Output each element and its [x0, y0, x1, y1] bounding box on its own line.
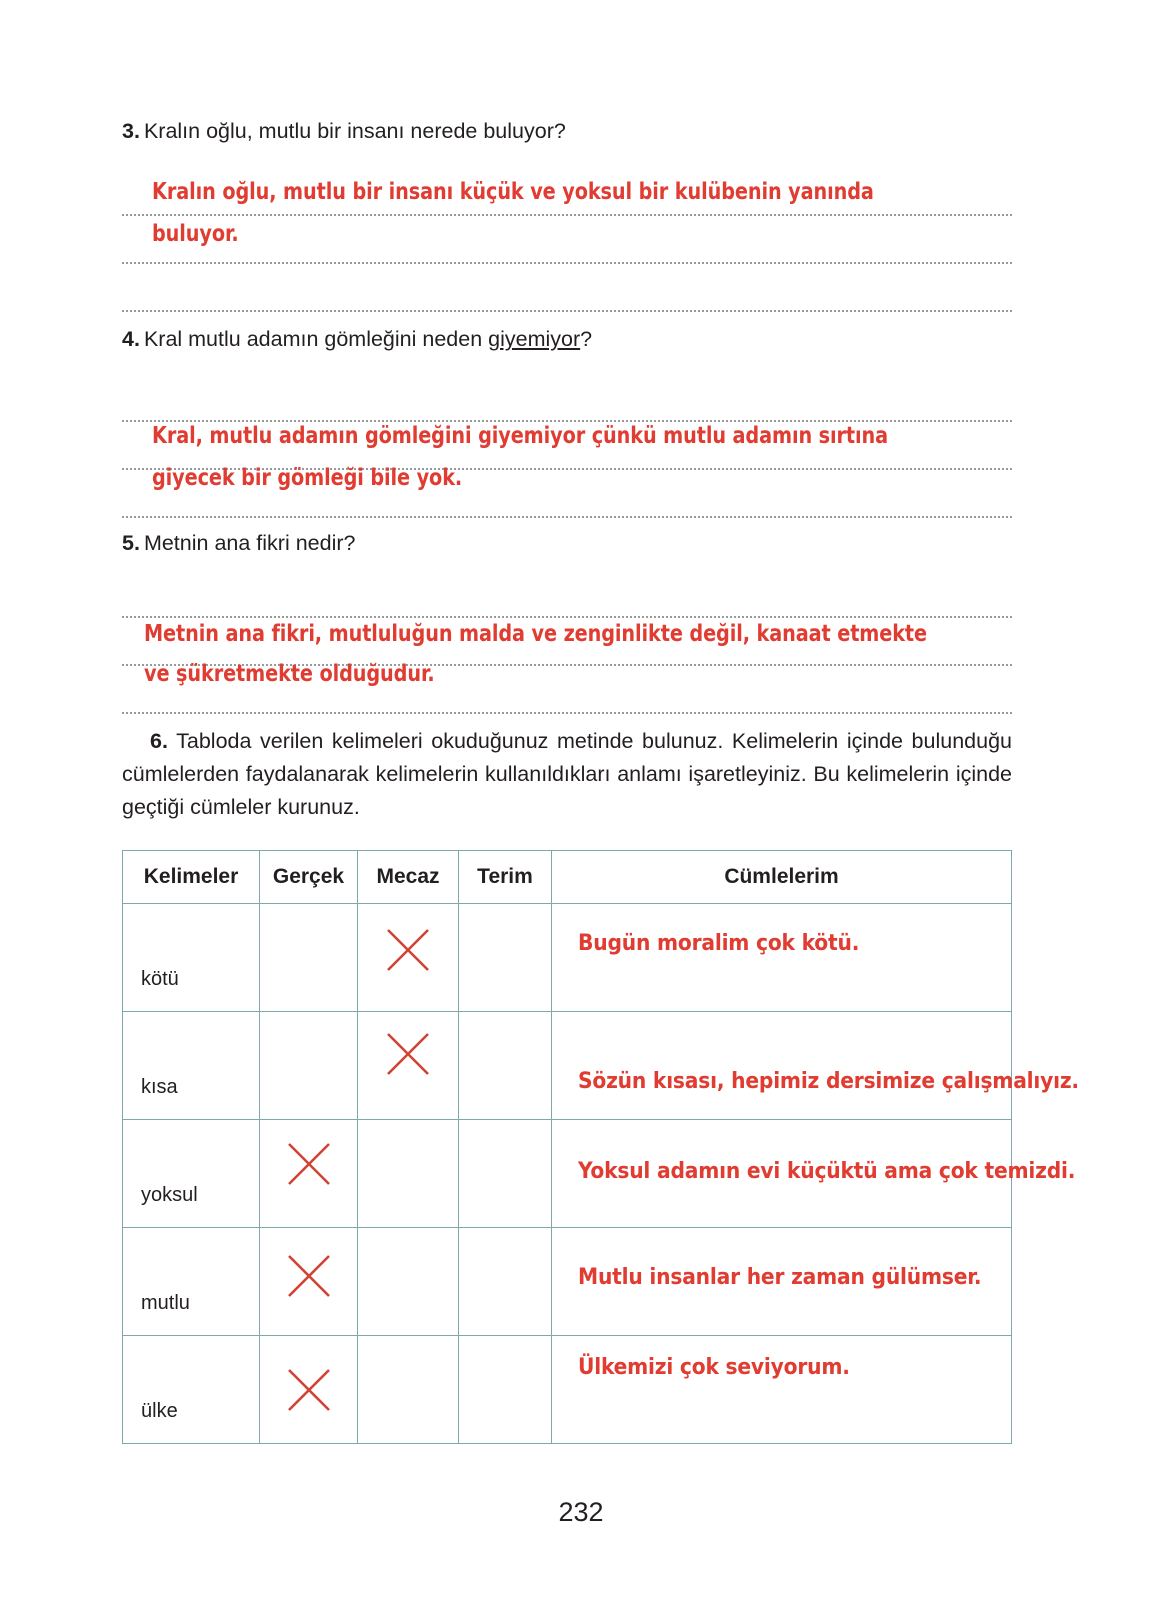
question-5-answer-line-2: ve şükretmekte olduğudur. — [144, 661, 435, 687]
word-label: mutlu — [141, 1292, 190, 1314]
table-row — [123, 1120, 1012, 1228]
cell-mecaz[interactable] — [358, 1336, 459, 1444]
cell-terim[interactable] — [459, 1120, 552, 1228]
dotted-rule — [122, 712, 1012, 714]
cell-gercek[interactable] — [260, 1120, 358, 1228]
question-5 — [122, 530, 1012, 734]
cell-word — [123, 1012, 260, 1120]
cell-mecaz[interactable] — [358, 1120, 459, 1228]
x-mark-icon — [285, 1252, 333, 1300]
cell-gercek[interactable] — [260, 1012, 358, 1120]
question-3-number: 3. — [122, 119, 140, 143]
cell-terim[interactable] — [459, 1228, 552, 1336]
x-mark-icon — [285, 1366, 333, 1414]
table-row — [123, 1228, 1012, 1336]
sentence-text: Ülkemizi çok seviyorum. — [578, 1354, 850, 1380]
dotted-rule — [122, 262, 1012, 264]
question-4-text-before: Kral mutlu adamın gömleğini neden — [143, 327, 489, 351]
question-4 — [122, 326, 1012, 530]
cell-sentence[interactable] — [552, 1336, 1012, 1444]
question-5-answer-line-1: Metnin ana fikri, mutluluğun malda ve zenginlikte değil, kanaat etmekte — [144, 621, 928, 647]
column-header-cumlelerim: Cümlelerim — [552, 851, 1012, 904]
sentence-text: Yoksul adamın evi küçüktü ama çok temizdi. — [578, 1158, 1076, 1184]
word-label: kötü — [141, 968, 179, 990]
cell-mecaz[interactable] — [358, 1012, 459, 1120]
table-row — [123, 1012, 1012, 1120]
dotted-rule — [122, 310, 1012, 312]
question-6-instruction — [122, 725, 1012, 824]
question-5-prompt — [122, 530, 1012, 556]
cell-mecaz[interactable] — [358, 904, 459, 1012]
cell-terim[interactable] — [459, 1336, 552, 1444]
cell-word — [123, 904, 260, 1012]
question-6-text: Tabloda verilen kelimeleri okuduğunuz metinde bulunuz. Kelimelerin içinde bulunduğu cümlelerden faydalanarak kelimelerin kullanıldıkları anlamı işaretleyiniz. Bu kelimelerin içinde geçtiği cümleler kurunuz. — [122, 729, 1012, 819]
cell-gercek[interactable] — [260, 1336, 358, 1444]
x-mark-icon — [285, 1140, 333, 1188]
table-row — [123, 1336, 1012, 1444]
column-header-gercek: Gerçek — [260, 851, 358, 904]
question-5-number: 5. — [122, 531, 140, 555]
page-number: 232 — [558, 1497, 604, 1527]
cell-sentence[interactable] — [552, 1228, 1012, 1336]
kelimeler-table — [122, 850, 1079, 1444]
sentence-text: Bugün moralim çok kötü. — [578, 930, 860, 956]
question-4-answer-line-1: Kral, mutlu adamın gömleğini giyemiyor çünkü mutlu adamın sırtına — [152, 423, 889, 449]
word-label: yoksul — [141, 1184, 198, 1206]
question-5-answer-area[interactable] — [122, 574, 1012, 734]
cell-word — [123, 1120, 260, 1228]
question-5-text: Metnin ana fikri nedir? — [143, 531, 356, 555]
question-4-number: 4. — [122, 327, 140, 351]
x-mark-icon — [384, 926, 432, 974]
table-header-row — [123, 851, 1012, 904]
word-label: kısa — [141, 1076, 178, 1098]
cell-terim[interactable] — [459, 904, 552, 1012]
cell-gercek[interactable] — [260, 1228, 358, 1336]
question-4-answer-area[interactable] — [122, 370, 1012, 530]
question-3-answer-area[interactable] — [122, 154, 1012, 324]
x-mark-icon — [384, 1030, 432, 1078]
column-header-mecaz: Mecaz — [358, 851, 459, 904]
cell-word — [123, 1336, 260, 1444]
question-4-text-after: ? — [580, 327, 593, 351]
word-label: ülke — [141, 1400, 178, 1422]
question-3-answer-line-1: Kralın oğlu, mutlu bir insanı küçük ve yoksul bir kulübenin yanında — [152, 179, 874, 205]
question-4-answer-line-2: giyecek bir gömleği bile yok. — [152, 465, 463, 491]
column-header-kelimeler: Kelimeler — [123, 851, 260, 904]
question-6-number: 6. — [150, 729, 168, 753]
question-3-text: Kralın oğlu, mutlu bir insanı nerede buluyor? — [143, 119, 566, 143]
cell-terim[interactable] — [459, 1012, 552, 1120]
question-3-answer-line-2: buluyor. — [152, 221, 239, 247]
cell-sentence[interactable] — [552, 904, 1012, 1012]
cell-mecaz[interactable] — [358, 1228, 459, 1336]
cell-sentence[interactable] — [552, 1120, 1076, 1228]
column-header-terim: Terim — [459, 851, 552, 904]
sentence-text: Mutlu insanlar her zaman gülümser. — [578, 1264, 982, 1290]
cell-sentence[interactable] — [552, 1012, 1079, 1120]
dotted-rule — [122, 516, 1012, 518]
question-4-keyword: giyemiyor — [488, 327, 581, 351]
question-3 — [122, 118, 1012, 324]
cell-word — [123, 1228, 260, 1336]
cell-gercek[interactable] — [260, 904, 358, 1012]
table-row — [123, 904, 1012, 1012]
question-4-prompt — [122, 326, 1012, 352]
sentence-text: Sözün kısası, hepimiz dersimize çalışmalıyız. — [578, 1068, 1079, 1094]
question-3-prompt — [122, 118, 1012, 144]
